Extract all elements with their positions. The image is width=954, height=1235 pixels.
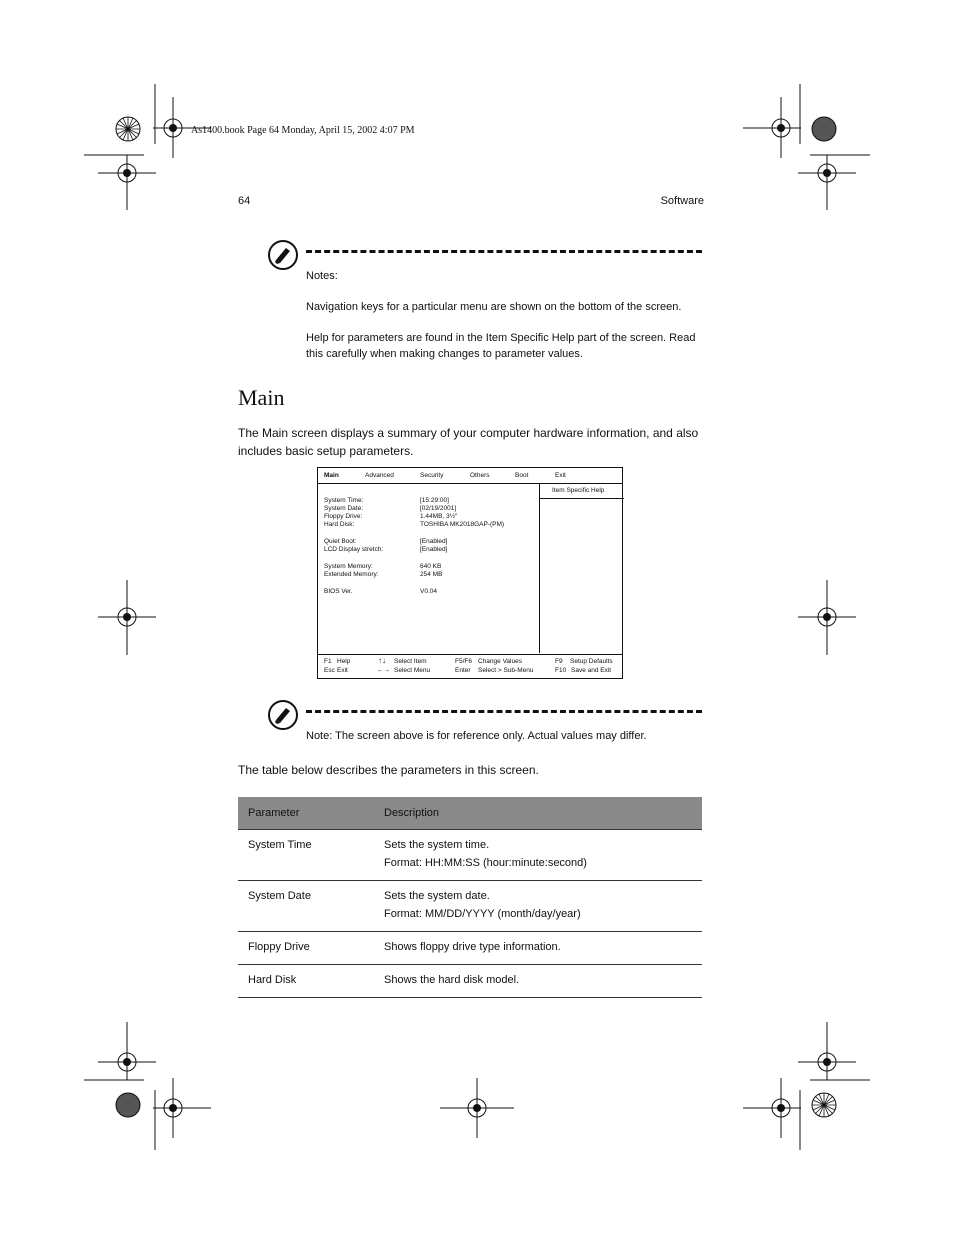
bios-item-label: BIOS Ver. (324, 588, 353, 595)
bios-divider (539, 483, 540, 653)
description-cell: Shows floppy drive type information. (374, 932, 702, 965)
bios-item-value: 640 KB (420, 563, 442, 570)
description-cell (374, 881, 702, 932)
bios-menu-boot: Boot (515, 472, 529, 479)
bios-item-label: Floppy Drive: (324, 513, 363, 520)
description-cell: Shows the hard disk model. (374, 965, 702, 998)
note-pencil-icon (268, 240, 298, 270)
bios-key: F5/F6 (455, 658, 472, 665)
note-paragraph: Help for parameters are found in the Item Specific Help part of the screen. Read (306, 332, 696, 344)
table-row (238, 965, 702, 998)
bios-key: Enter (455, 667, 471, 674)
note-pencil-icon (268, 700, 298, 730)
description-line: Sets the system date. (384, 890, 490, 902)
description-cell (374, 830, 702, 881)
bios-divider (318, 654, 622, 655)
parameter-cell: Hard Disk (238, 965, 374, 998)
bios-item-label: System Date: (324, 505, 364, 512)
bios-menu-security: Security (420, 472, 444, 479)
bios-key-label: Help (337, 658, 351, 665)
bios-item-value: TOSHIBA MK2018GAP-(PM) (420, 521, 505, 528)
parameter-cell: Floppy Drive (238, 932, 374, 965)
note-paragraph: this carefully when making changes to parameter values. (306, 348, 583, 360)
table-header-row (238, 797, 702, 830)
bios-item-label: Hard Disk: (324, 521, 355, 528)
bios-item-value: 1.44MB, 3½" (420, 513, 458, 520)
note-text: Note: The screen above is for reference only. Actual values may differ. (306, 730, 647, 742)
parameter-cell: System Date (238, 881, 374, 932)
table-row (238, 881, 702, 932)
bios-menu-advanced: Advanced (365, 472, 394, 479)
bios-item-label: LCD Display stretch: (324, 546, 384, 553)
bios-item-value: [Enabled] (420, 538, 448, 545)
bios-key: F1 (324, 658, 332, 665)
note-divider (306, 250, 702, 253)
bios-key: Esc (324, 667, 335, 674)
bios-key-label: Select Item (394, 658, 427, 665)
bios-key-label: Change Values (478, 658, 522, 665)
bios-key: F10 (555, 667, 567, 674)
description-line: Format: MM/DD/YYYY (month/day/year) (384, 908, 581, 920)
bios-item-value: [02/19/2001] (420, 505, 457, 512)
bios-setup-screen (317, 467, 623, 679)
bios-item-label: Extended Memory: (324, 571, 379, 578)
note-divider (306, 710, 702, 713)
bios-item-label: System Memory: (324, 563, 373, 570)
page-number: 64 (238, 195, 251, 207)
bios-key-label: Exit (337, 667, 348, 674)
bios-item-value: [15:29:00] (420, 497, 449, 504)
table-row (238, 932, 702, 965)
intro-text: includes basic setup parameters. (238, 444, 414, 458)
column-header: Parameter (238, 797, 374, 830)
column-header: Description (374, 797, 702, 830)
running-header-section: Software (660, 195, 704, 207)
parameter-table (238, 797, 702, 998)
note-paragraph: Navigation keys for a particular menu are shown on the bottom of the screen. (306, 301, 682, 313)
note-heading: Notes: (306, 270, 338, 282)
description-line: Format: HH:MM:SS (hour:minute:second) (384, 857, 587, 869)
bios-key: F9 (555, 658, 563, 665)
bios-key: ↑↓ (378, 656, 386, 665)
book-info-slug: As1400.book Page 64 Monday, April 15, 2002 4:07 PM (191, 125, 415, 136)
bios-item-label: Quiet Boot: (324, 538, 357, 545)
bios-item-value: [Enabled] (420, 546, 448, 553)
description-line: Sets the system time. (384, 839, 490, 851)
bios-item-value: 254 MB (420, 571, 443, 578)
parameter-cell: System Time (238, 830, 374, 881)
bios-divider (318, 483, 622, 484)
bios-item-label: System Time: (324, 497, 364, 504)
bios-menu-main: Main (324, 472, 339, 479)
bios-divider (540, 498, 624, 499)
bios-item-value: V0.04 (420, 588, 437, 595)
bios-key: ←→ (377, 667, 390, 674)
table-intro: The table below describes the parameters in this screen. (238, 763, 539, 777)
bios-menu-others: Others (470, 472, 490, 479)
table-row (238, 830, 702, 881)
bios-key-label: Select Menu (394, 667, 431, 674)
bios-help-title: Item Specific Help (552, 487, 605, 494)
bios-key-label: Select > Sub-Menu (478, 667, 534, 674)
section-title: Main (238, 385, 285, 410)
bios-key-label: Setup Defaults (570, 658, 613, 665)
bios-key-label: Save and Exit (571, 667, 612, 674)
bios-menu-exit: Exit (555, 472, 566, 479)
intro-text: The Main screen displays a summary of your computer hardware information, and also (238, 426, 699, 440)
